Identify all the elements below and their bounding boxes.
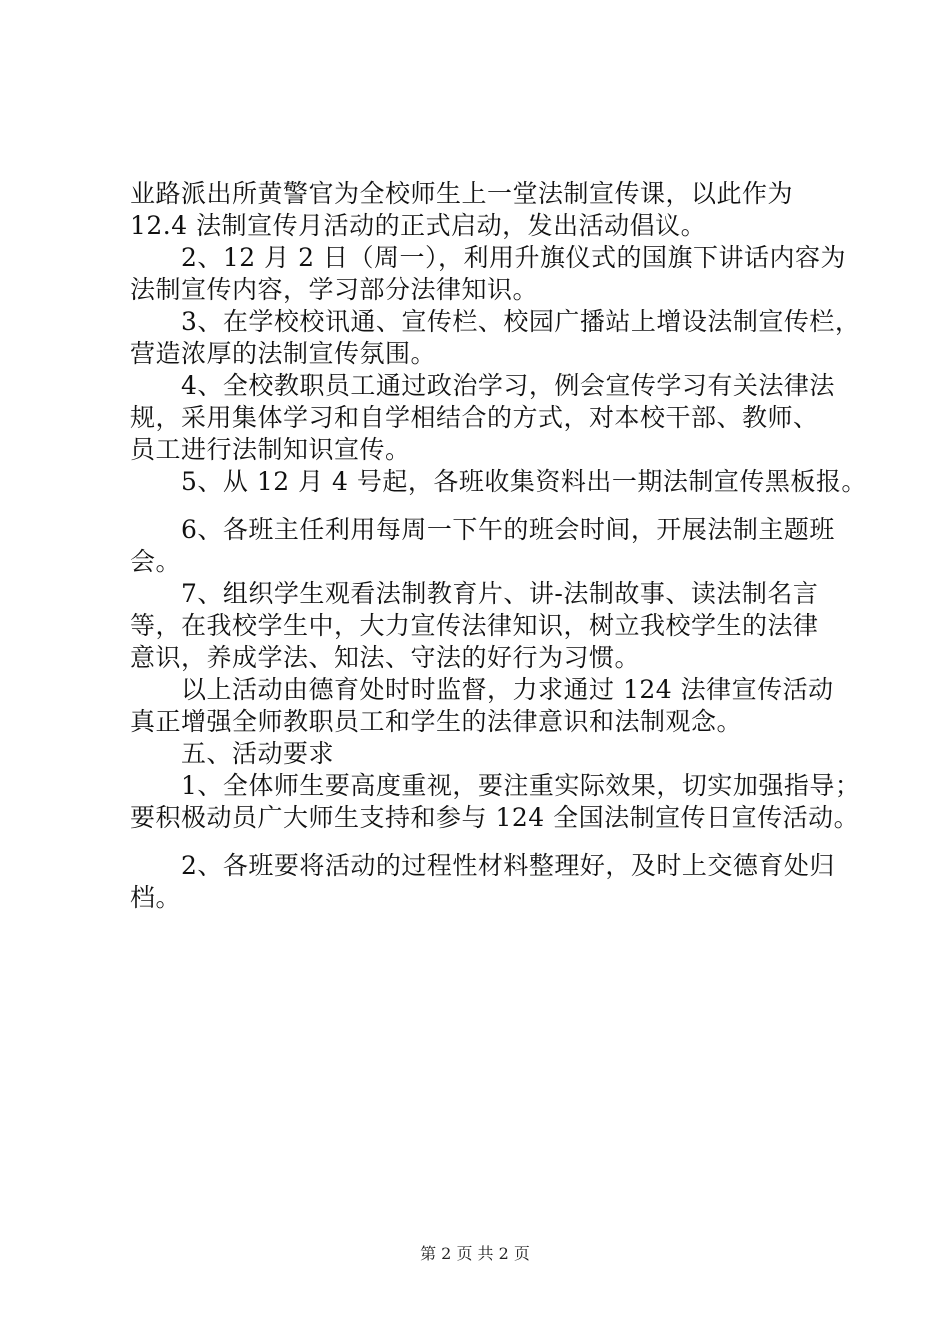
- text-line: 员工进行法制知识宣传。: [130, 435, 411, 464]
- text-line: 以上活动由德育处时时监督，力求通过 124 法律宣传活动: [130, 675, 834, 704]
- text-line: 意识，养成学法、知法、守法的好行为习惯。: [130, 643, 641, 672]
- text-line: 要积极动员广大师生支持和参与 124 全国法制宣传日宣传活动。: [130, 803, 860, 832]
- text-line: 会。: [130, 547, 182, 576]
- text-line: 1、全体师生要高度重视，要注重实际效果，切实加强指导；: [130, 771, 861, 800]
- text-line: 4、全校教职员工通过政治学习，例会宣传学习有关法律法: [130, 371, 835, 400]
- text-line: 2、12 月 2 日（周一），利用升旗仪式的国旗下讲话内容为: [130, 243, 846, 272]
- text-line: 12.4 法制宣传月活动的正式启动，发出活动倡议。: [130, 211, 707, 240]
- text-line: 等，在我校学生中，大力宣传法律知识，树立我校学生的法律: [130, 611, 819, 640]
- text-line: 真正增强全师教职员工和学生的法律意识和法制观念。: [130, 707, 743, 736]
- text-line: 营造浓厚的法制宣传氛围。: [130, 339, 437, 368]
- text-line: 5、从 12 月 4 号起，各班收集资料出一期法制宣传黑板报。: [130, 467, 867, 496]
- text-line: 规，采用集体学习和自学相结合的方式，对本校干部、教师、: [130, 403, 819, 432]
- text-line: 档。: [130, 883, 182, 912]
- section-heading: 五、活动要求: [130, 739, 335, 768]
- text-line: 3、在学校校讯通、宣传栏、校园广播站上增设法制宣传栏，: [130, 307, 861, 336]
- text-line: 2、各班要将活动的过程性材料整理好，及时上交德育处归: [130, 851, 835, 880]
- text-line: 7、组织学生观看法制教育片、讲-法制故事、读法制名言: [130, 579, 819, 608]
- text-line: 法制宣传内容，学习部分法律知识。: [130, 275, 539, 304]
- text-line: 业路派出所黄警官为全校师生上一堂法制宣传课，以此作为: [130, 179, 794, 208]
- text-line: 6、各班主任利用每周一下午的班会时间，开展法制主题班: [130, 515, 835, 544]
- page-footer: 第 2 页 共 2 页: [420, 1244, 530, 1263]
